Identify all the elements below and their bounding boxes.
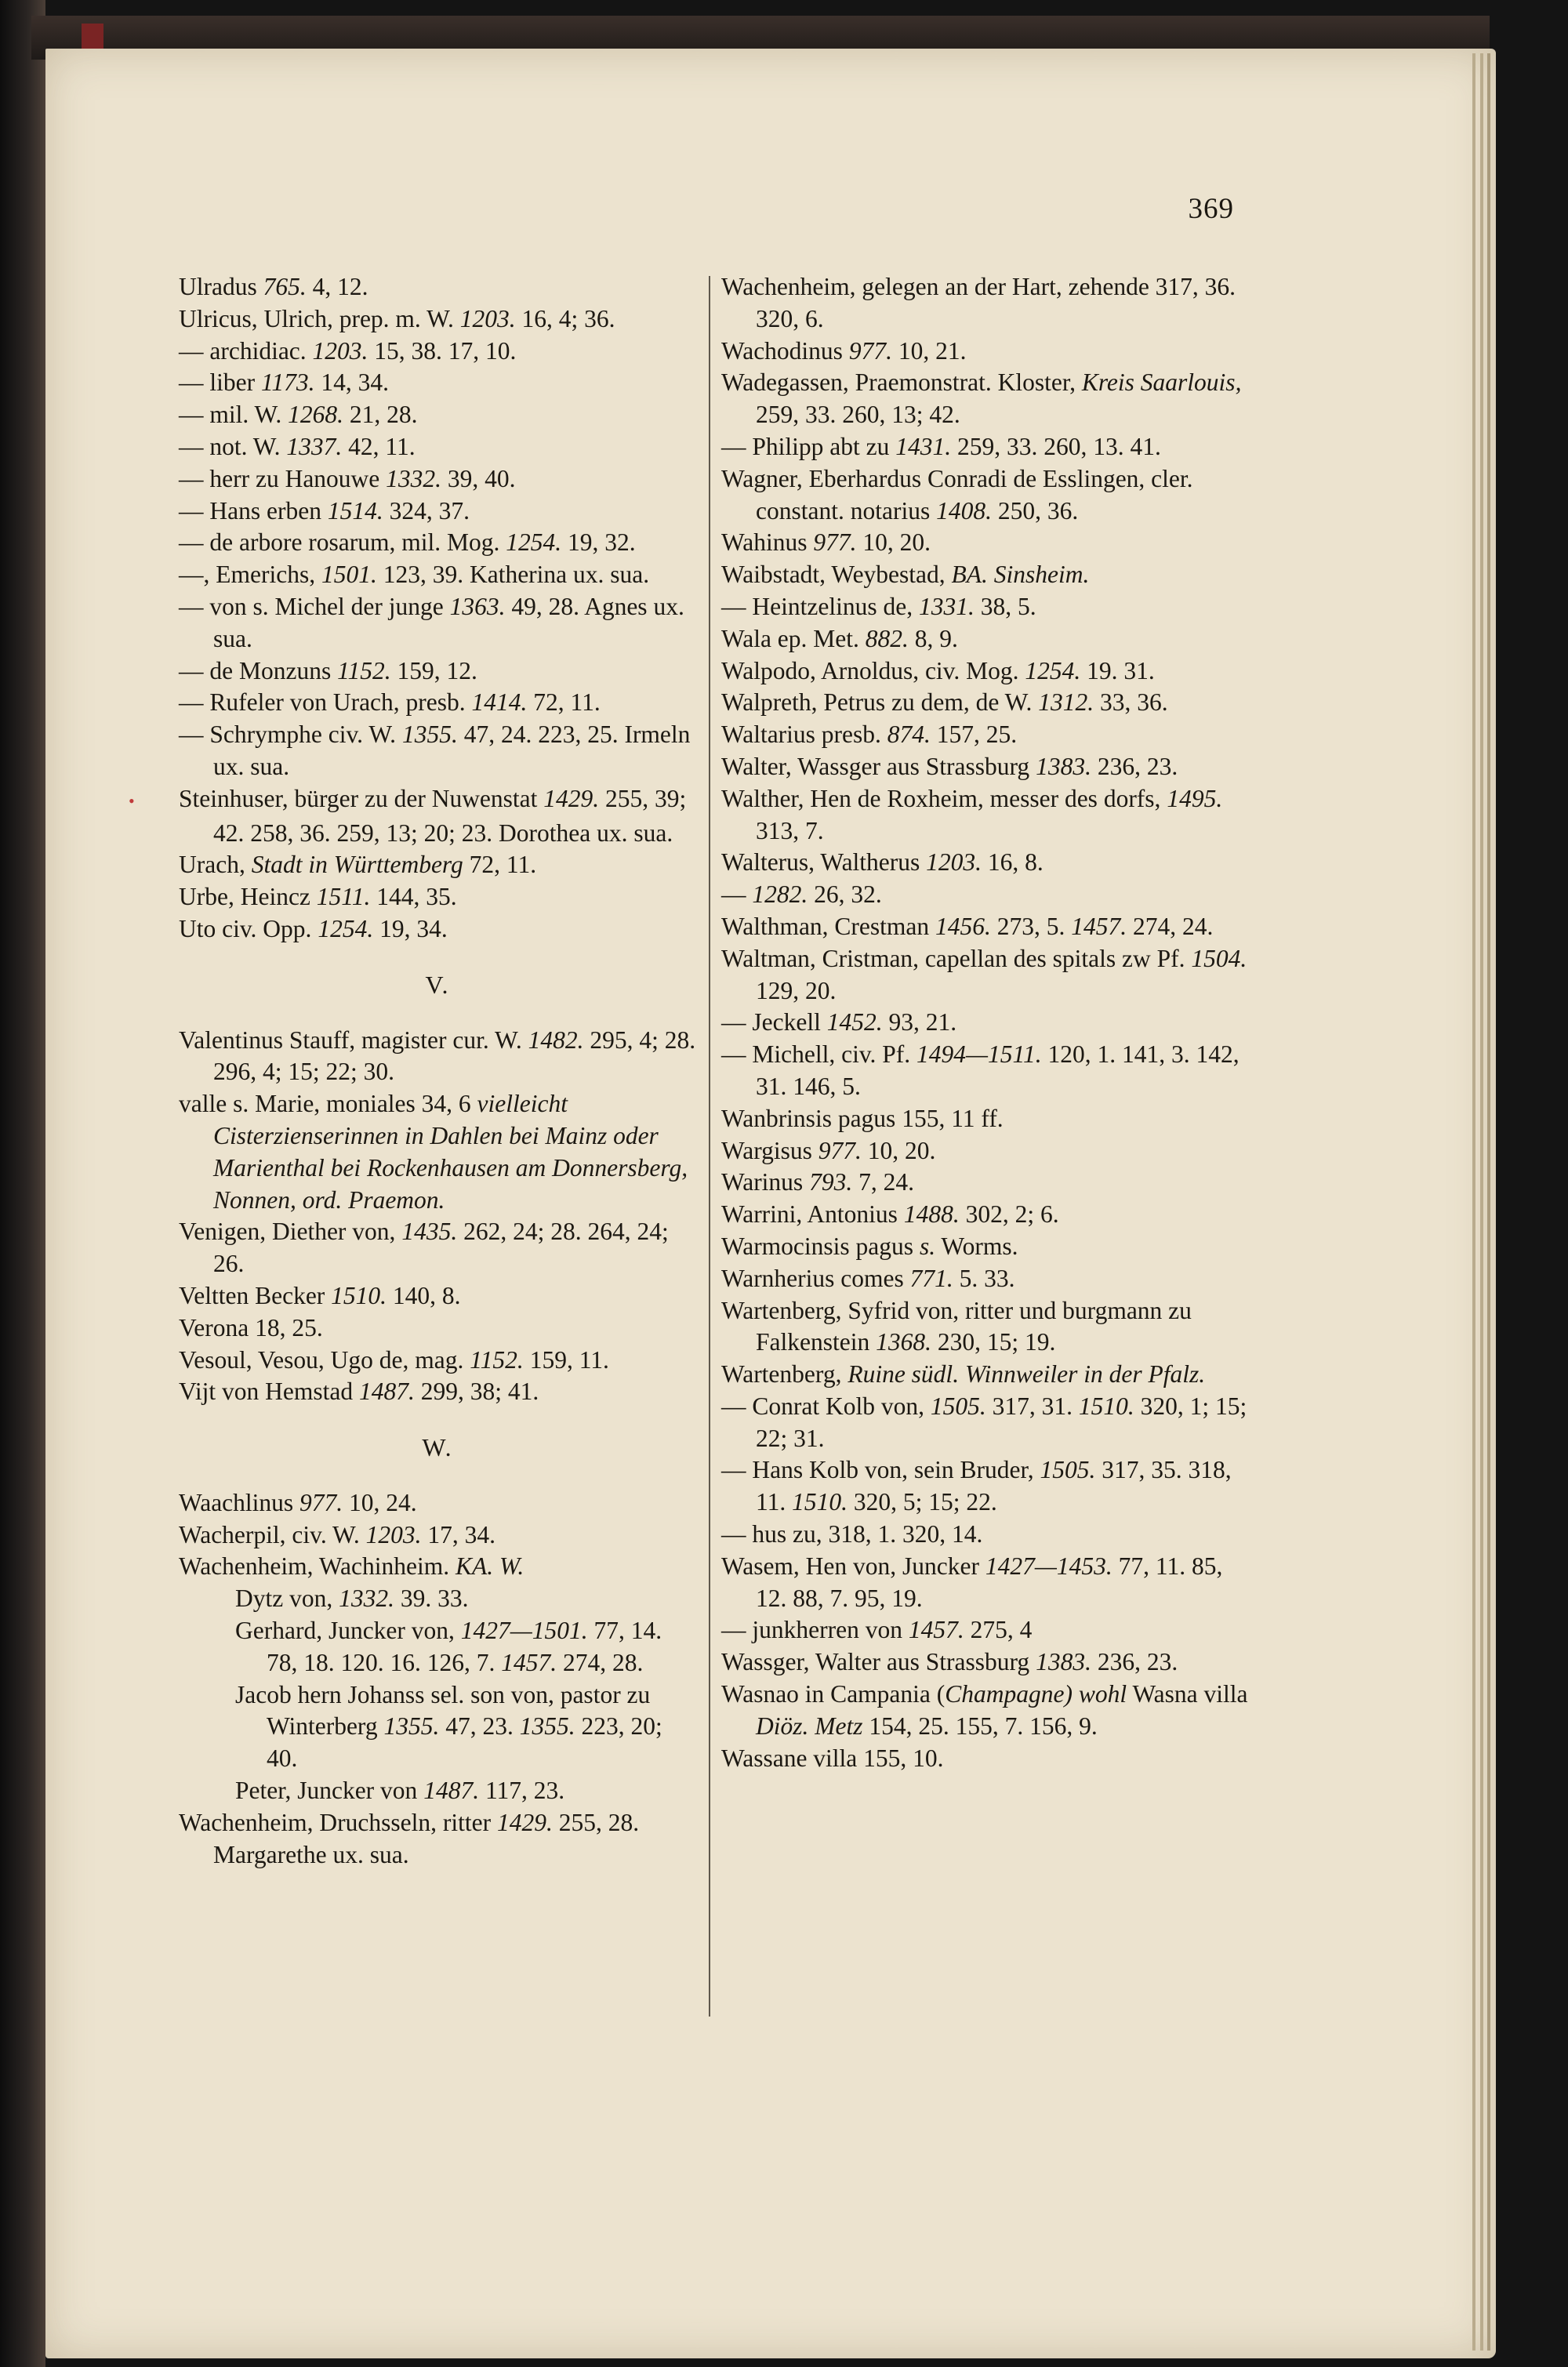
index-entry: — 1282. 26, 32.	[721, 880, 882, 909]
index-entry: Wanbrinsis pagus 155, 11 ff.	[721, 1104, 1004, 1132]
index-entry: Walpreth, Petrus zu dem, de W. 1312. 33, 36.	[721, 688, 1168, 717]
index-entry: Waltman, Cristman, capellan des spitals zw Pf. 1504. 129, 20.	[721, 944, 1247, 1004]
index-entry-marked: Steinhuser, bürger zu der Nuwenstat 1429. 255, 39; 42. 258, 36. 259, 13; 20; 23. Dorothea ux. sua.	[179, 784, 687, 847]
column-divider	[709, 276, 710, 2017]
index-entry: Wachodinus 977. 10, 21.	[721, 336, 967, 365]
index-entry: Vesoul, Vesou, Ugo de, mag. 1152. 159, 11.	[179, 1345, 609, 1374]
book-binding-left	[0, 0, 45, 2367]
index-entry: Vijt von Hemstad 1487. 299, 38; 41.	[179, 1378, 539, 1406]
index-entry: Warrini, Antonius 1488. 302, 2; 6.	[721, 1200, 1059, 1229]
index-entry: Wachenheim, gelegen an der Hart, zehende 317, 36. 320, 6.	[721, 273, 1236, 332]
section-heading-w: W.	[422, 1433, 453, 1462]
index-entry: — junkherren von 1457. 275, 4	[721, 1616, 1033, 1644]
index-subentry: Dytz von, 1332. 39. 33.	[235, 1585, 469, 1613]
index-entry: Walthman, Crestman 1456. 273, 5. 1457. 274, 24.	[721, 912, 1214, 940]
index-entry: Veltten Becker 1510. 140, 8.	[179, 1281, 461, 1309]
index-entry: — mil. W. 1268. 21, 28.	[179, 401, 418, 429]
index-entry: Wasnao in Campania (Champagne) wohl Wasna villa Diöz. Metz 154, 25. 155, 7. 156, 9.	[721, 1680, 1248, 1740]
index-entry: Walpodo, Arnoldus, civ. Mog. 1254. 19. 31.	[721, 656, 1155, 684]
index-entry: — not. W. 1337. 42, 11.	[179, 432, 416, 460]
index-entry: Venigen, Diether von, 1435. 262, 24; 28. 264, 24; 26.	[179, 1218, 669, 1278]
section-heading-v: V.	[425, 970, 450, 999]
entries-u	[179, 271, 696, 783]
index-column-left	[179, 271, 696, 1871]
index-entry: — archidiac. 1203. 15, 38. 17, 10.	[179, 336, 517, 365]
index-entry: Wala ep. Met. 882. 8, 9.	[721, 624, 958, 652]
index-entry: — liber 1173. 14, 34.	[179, 368, 390, 397]
index-entry: — de arbore rosarum, mil. Mog. 1254. 19, 32.	[179, 528, 636, 557]
index-entry: Warinus 793. 7, 24.	[721, 1168, 914, 1196]
index-entry: — Philipp abt zu 1431. 259, 33. 260, 13. 41.	[721, 432, 1161, 460]
index-entry: Wachenheim, Wachinheim. KA. W.	[179, 1552, 524, 1581]
index-entry: Wahinus 977. 10, 20.	[721, 528, 931, 557]
index-entry: — Rufeler von Urach, presb. 1414. 72, 11.	[179, 688, 601, 717]
index-entry: Walterus, Waltherus 1203. 16, 8.	[721, 848, 1044, 877]
index-entry: Wadegassen, Praemonstrat. Kloster, Kreis Saarlouis, 259, 33. 260, 13; 42.	[721, 368, 1242, 429]
index-entry: Waibstadt, Weybestad, BA. Sinsheim.	[721, 561, 1090, 589]
index-entry: — hus zu, 318, 1. 320, 14.	[721, 1520, 983, 1548]
index-entry: valle s. Marie, moniales 34, 6 vielleicht Cisterzienserinnen in Dahlen bei Mainz oder Marienthal bei Rockenhausen am Donnersberg, Nonnen, ord. Praemon.	[179, 1090, 688, 1214]
index-entry: Wachenheim, Druchsseln, ritter 1429. 255, 28. Margarethe ux. sua.	[179, 1808, 640, 1868]
index-entry: — Hans erben 1514. 324, 37.	[179, 496, 470, 525]
index-entry: Warnherius comes 771. 5. 33.	[721, 1264, 1015, 1292]
index-entry: Urbe, Heincz 1511. 144, 35.	[179, 883, 457, 911]
index-entry: Wacherpil, civ. W. 1203. 17, 34.	[179, 1520, 495, 1548]
page-edge	[1487, 53, 1490, 2351]
index-entry: — Conrat Kolb von, 1505. 317, 31. 1510. 320, 1; 15; 22; 31.	[721, 1392, 1247, 1452]
page-edge	[1480, 53, 1483, 2351]
index-entry: — Michell, civ. Pf. 1494—1511. 120, 1. 141, 3. 142, 31. 146, 5.	[721, 1040, 1240, 1100]
index-entry: Verona 18, 25.	[179, 1313, 323, 1341]
index-entry: Wagner, Eberhardus Conradi de Esslingen, cler. constant. notarius 1408. 250, 36.	[721, 464, 1193, 525]
index-entry: Waachlinus 977. 10, 24.	[179, 1488, 417, 1516]
page-edge	[1472, 53, 1475, 2351]
index-entry: Ulradus 765. 4, 12.	[179, 273, 368, 300]
index-entry: Waltarius presb. 874. 157, 25.	[721, 721, 1018, 749]
index-entry: Wassger, Walter aus Strassburg 1383. 236, 23.	[721, 1648, 1178, 1676]
index-entry: Wassane villa 155, 10.	[721, 1744, 944, 1772]
index-entry: Uto civ. Opp. 1254. 19, 34.	[179, 914, 448, 942]
index-entry: Valentinus Stauff, magister cur. W. 1482. 295, 4; 28. 296, 4; 15; 22; 30.	[179, 1026, 696, 1086]
index-entry: — herr zu Hanouwe 1332. 39, 40.	[179, 464, 516, 492]
index-entry: Walther, Hen de Roxheim, messer des dorfs, 1495. 313, 7.	[721, 784, 1223, 844]
index-subentry: Peter, Juncker von 1487. 117, 23.	[235, 1777, 565, 1805]
index-entry: — Schrymphe civ. W. 1355. 47, 24. 223, 25. Irmeln ux. sua.	[179, 721, 691, 780]
index-entry: Ulricus, Ulrich, prep. m. W. 1203. 16, 4; 36.	[179, 304, 615, 332]
index-subentry: Jacob hern Johanss sel. son von, pastor zu Winterberg 1355. 47, 23. 1355. 223, 20; 40.	[235, 1680, 662, 1773]
index-entry: Wartenberg, Ruine südl. Winnweiler in der Pfalz.	[721, 1360, 1206, 1389]
index-entry: — Jeckell 1452. 93, 21.	[721, 1008, 957, 1036]
index-entry: Wartenberg, Syfrid von, ritter und burgmann zu Falkenstein 1368. 230, 15; 19.	[721, 1296, 1192, 1356]
index-entry: — von s. Michel der junge 1363. 49, 28. Agnes ux. sua.	[179, 592, 684, 652]
index-entry: Walter, Wassger aus Strassburg 1383. 236, 23.	[721, 752, 1178, 780]
index-subentry: Gerhard, Juncker von, 1427—1501. 77, 14. 78, 18. 120. 16. 126, 7. 1457. 274, 28.	[235, 1617, 662, 1676]
index-entry: Warmocinsis pagus s. Worms.	[721, 1232, 1018, 1260]
index-entry: — Hans Kolb von, sein Bruder, 1505. 317, 35. 318, 11. 1510. 320, 5; 15; 22.	[721, 1456, 1232, 1516]
index-entry: — Heintzelinus de, 1331. 38, 5.	[721, 592, 1036, 620]
index-entry: —, Emerichs, 1501. 123, 39. Katherina ux. sua.	[179, 561, 650, 589]
index-column-right	[721, 271, 1256, 1774]
page-number: 369	[1188, 193, 1234, 225]
index-entry: Wasem, Hen von, Juncker 1427—1453. 77, 11. 85, 12. 88, 7. 95, 19.	[721, 1552, 1223, 1612]
index-entry: Urach, Stadt in Württemberg 72, 11.	[179, 851, 537, 879]
index-entry: Wargisus 977. 10, 20.	[721, 1136, 936, 1164]
index-entry: — de Monzuns 1152. 159, 12.	[179, 656, 477, 684]
